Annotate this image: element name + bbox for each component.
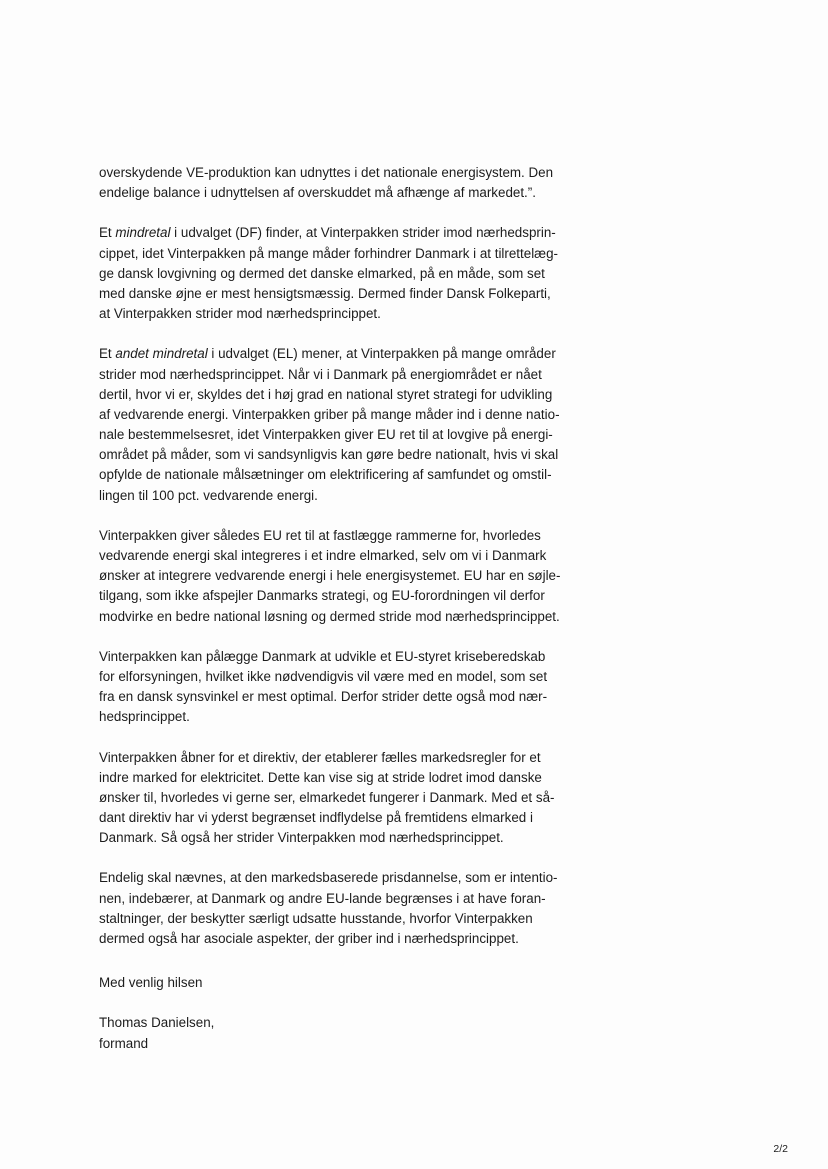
text-line <box>99 385 589 405</box>
text-line <box>99 768 589 788</box>
text-line <box>99 264 589 284</box>
text-segment: med danske øjne er mest hensigtsmæssig. Dermed finder Dansk Folkeparti, <box>99 285 551 301</box>
paragraph <box>99 748 589 849</box>
text-line <box>99 647 589 667</box>
text-line <box>99 788 589 808</box>
text-segment: strider mod nærhedsprincippet. Når vi i Danmark på energiområdet er nået <box>99 366 542 382</box>
text-line <box>99 667 589 687</box>
text-line <box>99 889 589 909</box>
text-line <box>99 707 589 727</box>
paragraph <box>99 344 589 506</box>
text-segment: overskydende VE-produktion kan udnyttes i det nationale energisystem. Den <box>99 165 554 180</box>
text-segment: indre marked for elektricitet. Dette kan vise sig at stride lodret imod danske <box>99 769 542 785</box>
text-line <box>99 465 589 485</box>
text-segment: dertil, hvor vi er, skyldes det i høj grad en national styret strategi for udvikling <box>99 386 553 402</box>
text-segment: området på måder, som vi sandsynligvis kan gøre bedre nationalt, hvis vi skal <box>99 447 559 463</box>
text-segment: cippet, idet Vinterpakken på mange måder forhindrer Danmark i at tilrettelæg- <box>99 245 558 261</box>
page-number: 2/2 <box>773 1143 788 1155</box>
signature-block <box>99 973 589 1054</box>
text-line <box>99 526 589 546</box>
text-segment: endelige balance i udnyttelsen af overskuddet må afhænge af markedet.”. <box>99 185 536 201</box>
text-segment: Danmark. Så også her strider Vinterpakken mod nærhedsprincippet. <box>99 830 504 846</box>
text-segment: nen, indebærer, at Danmark og andre EU-lande begrænses i at have foran- <box>99 890 546 906</box>
text-line <box>99 586 589 606</box>
text-line <box>99 929 589 949</box>
paragraph <box>99 526 589 627</box>
text-segment: Vinterpakken åbner for et direktiv, der etablerer fælles markedsregler for et <box>99 749 541 765</box>
text-segment: for elforsyningen, hvilket ikke nødvendigvis vil være med en model, som set <box>99 668 548 684</box>
text-line <box>99 828 589 848</box>
paragraph <box>99 163 589 203</box>
text-segment: modvirke en bedre national løsning og dermed stride mod nærhedsprincippet. <box>99 608 560 624</box>
text-segment: af vedvarende energi. Vinterpakken griber på mange måder ind i denne natio- <box>99 406 560 422</box>
text-segment: lingen til 100 pct. vedvarende energi. <box>99 487 318 503</box>
text-segment: hedsprincippet. <box>99 709 190 725</box>
text-line <box>99 425 589 445</box>
closing-greeting: Med venlig hilsen <box>99 975 203 991</box>
text-segment: Et <box>99 346 116 362</box>
text-segment: Vinterpakken giver således EU ret til at fastlægge rammerne for, hvorledes <box>99 527 541 543</box>
paragraph <box>99 647 589 728</box>
text-line <box>99 607 589 627</box>
paragraph <box>99 868 589 949</box>
text-segment: Et <box>99 225 116 241</box>
text-line <box>99 546 589 566</box>
text-segment: fra en dansk synsvinkel er mest optimal. Derfor strider dette også mod nær- <box>99 689 548 705</box>
text-segment: nale bestemmelsesret, idet Vinterpakken giver EU ret til at lovgive på energi- <box>99 427 553 443</box>
paragraph <box>99 223 589 324</box>
text-line <box>99 344 589 364</box>
text-line <box>99 566 589 586</box>
text-line <box>99 445 589 465</box>
text-segment: at Vinterpakken strider mod nærhedsprincippet. <box>99 306 381 322</box>
emphasis-text: andet mindretal <box>115 346 208 362</box>
text-line <box>99 748 589 768</box>
text-segment: ønsker at integrere vedvarende energi i hele energisystemet. EU har en søjle- <box>99 568 561 584</box>
text-segment: tilgang, som ikke afspejler Danmarks strategi, og EU-forordningen vil derfor <box>99 588 545 604</box>
text-segment: i udvalget (EL) mener, at Vinterpakken på mange områder <box>207 346 556 362</box>
emphasis-text: mindretal <box>115 225 171 241</box>
text-line <box>99 365 589 385</box>
text-line <box>99 868 589 888</box>
text-segment: staltninger, der beskytter særligt udsatte husstande, hvorfor Vinterpakken <box>99 910 533 926</box>
text-line <box>99 163 589 183</box>
text-segment: dermed også har asociale aspekter, der griber ind i nærhedsprincippet. <box>99 931 519 946</box>
signatory-title: formand <box>99 1035 149 1051</box>
text-line <box>99 244 589 264</box>
text-segment: dant direktiv har vi yderst begrænset indflydelse på fremtidens elmarked i <box>99 810 533 826</box>
text-segment: Vinterpakken kan pålægge Danmark at udvikle et EU-styret kriseberedskab <box>99 648 546 664</box>
text-segment: Endelig skal nævnes, at den markedsbaserede prisdannelse, som er intentio- <box>99 870 558 886</box>
text-line <box>99 808 589 828</box>
text-line <box>99 183 589 203</box>
text-line <box>99 909 589 929</box>
signatory-name: Thomas Danielsen, <box>99 1015 215 1031</box>
text-segment: ønsker til, hvorledes vi gerne ser, elmarkedet fungerer i Danmark. Med et så- <box>99 789 555 805</box>
text-segment: vedvarende energi skal integreres i et indre elmarked, selv om vi i Danmark <box>99 548 547 563</box>
text-segment: i udvalget (DF) finder, at Vinterpakken strider imod nærhedsprin- <box>170 225 556 241</box>
text-line <box>99 486 589 506</box>
text-line <box>99 304 589 324</box>
letter-body <box>99 163 589 1054</box>
text-line <box>99 687 589 707</box>
text-segment: opfylde de nationale målsætninger om elektrificering af samfundet og omstil- <box>99 467 552 483</box>
text-segment: ge dansk lovgivning og dermed det danske elmarked, på en måde, som set <box>99 265 545 281</box>
text-line <box>99 223 589 243</box>
text-line <box>99 405 589 425</box>
text-line <box>99 284 589 304</box>
